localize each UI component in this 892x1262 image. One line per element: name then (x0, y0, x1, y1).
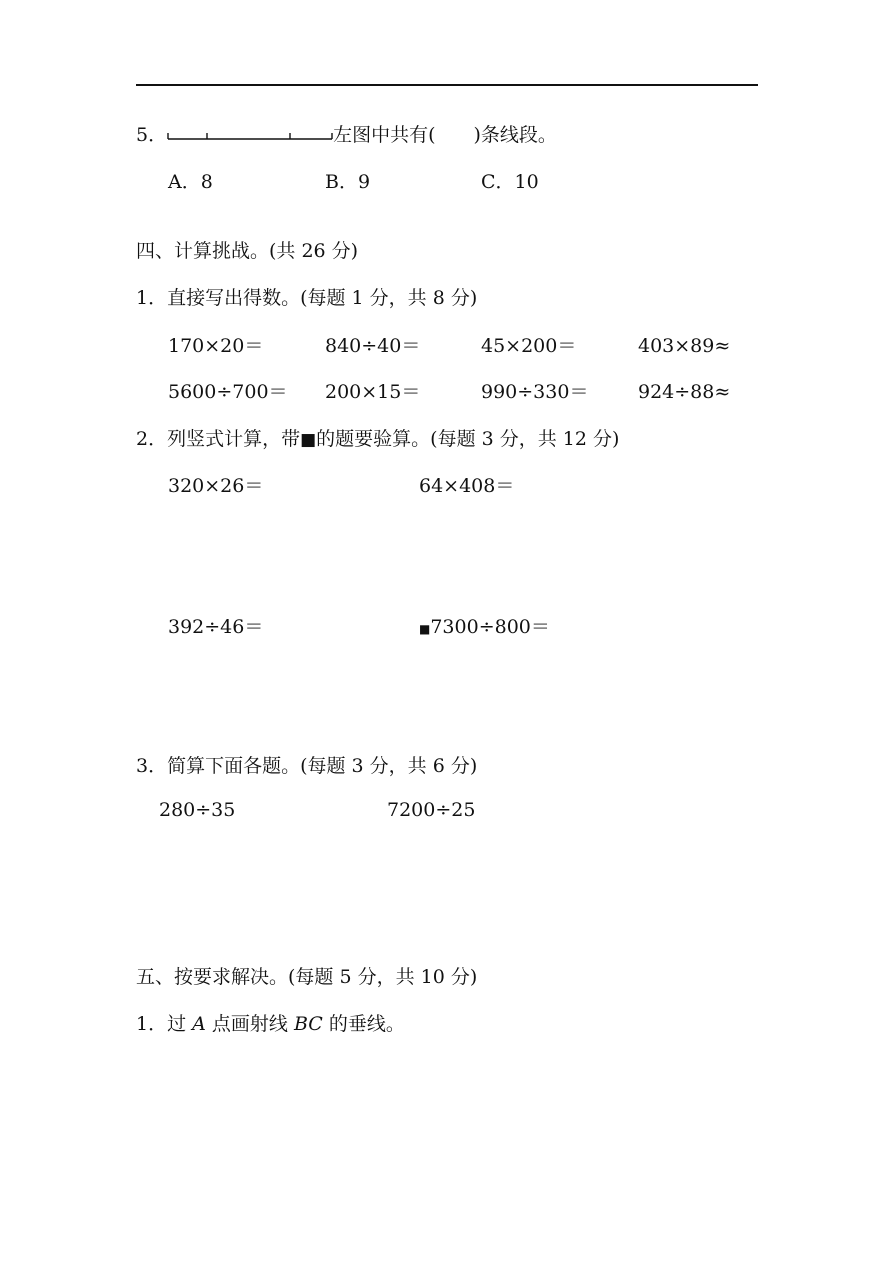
square-marker-icon: ■ (300, 430, 317, 450)
s4-p2-title (136, 430, 619, 449)
q5-option-b: B．9 (325, 171, 371, 193)
simplify-item: 7200÷25 (387, 799, 476, 821)
calc-item: 990÷330＝ (481, 381, 589, 403)
simplify-item: 280÷35 (159, 799, 236, 821)
q5-text: 左图中共有( )条线段。 (333, 124, 557, 146)
section4-title: 四、计算挑战。(共 26 分) (136, 240, 359, 262)
vertical-calc-item-checked (419, 618, 550, 637)
calc-item: 200×15＝ (325, 381, 421, 403)
calc-item: 5600÷700＝ (168, 381, 288, 403)
calc-item: 924÷88≈ (638, 381, 731, 403)
calc-item: 45×200＝ (481, 335, 577, 357)
s4-p2-title-b: 的题要验算。(每题 3 分，共 12 分) (316, 428, 620, 450)
calc-item: 170×20＝ (168, 335, 264, 357)
q5-option-c: C．10 (481, 171, 539, 193)
s4-p1-title: 1．直接写出得数。(每题 1 分，共 8 分) (136, 287, 478, 309)
section5-title: 五、按要求解决。(每题 5 分，共 10 分) (136, 966, 478, 988)
square-marker-icon: ■ (419, 622, 431, 636)
s4-p3-title: 3．简算下面各题。(每题 3 分，共 6 分) (136, 755, 478, 777)
top-rule (136, 84, 758, 86)
vertical-calc-item: 392÷46＝ (168, 616, 264, 638)
vertical-calc-item: 64×408＝ (419, 475, 515, 497)
s5-p1-prefix: 1．过 (136, 1013, 193, 1035)
s5-p1-text (136, 1015, 405, 1034)
s4-p2-title-a: 2．列竖式计算，带 (136, 428, 301, 450)
q5-line (136, 126, 557, 145)
q5-option-a: A．8 (168, 171, 213, 193)
vertical-calc-text: 7300÷800＝ (430, 616, 550, 638)
s5-p1-suffix: 的垂线。 (322, 1013, 405, 1035)
point-label: A (192, 1013, 206, 1035)
ray-label: BC (293, 1013, 323, 1035)
vertical-calc-item: 320×26＝ (168, 475, 264, 497)
calc-item: 403×89≈ (638, 335, 731, 357)
line-segment-figure (167, 129, 333, 143)
q5-number: 5． (136, 124, 168, 146)
s5-p1-middle: 点画射线 (205, 1013, 294, 1035)
calc-item: 840÷40＝ (325, 335, 421, 357)
